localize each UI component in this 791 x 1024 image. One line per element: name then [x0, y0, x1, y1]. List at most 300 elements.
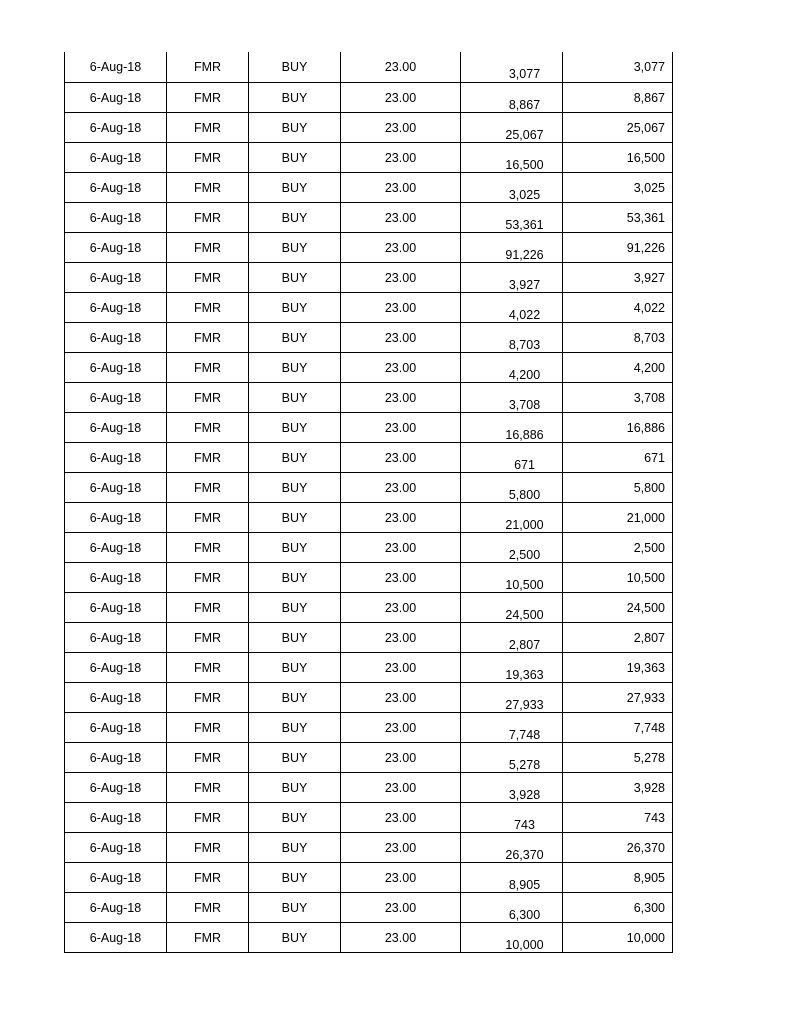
- total-cell: [563, 202, 673, 232]
- side-cell-text: BUY: [281, 390, 308, 405]
- side-cell-text: BUY: [281, 270, 308, 285]
- date-cell-text: 6-Aug-18: [89, 840, 142, 855]
- side-cell: [249, 292, 341, 322]
- date-cell: [65, 502, 167, 532]
- price-cell-text: 23.00: [384, 240, 417, 255]
- price-cell: [341, 832, 461, 862]
- total-cell-text: 91,226: [626, 240, 665, 255]
- party-cell: [167, 892, 249, 922]
- date-cell-text: 6-Aug-18: [89, 780, 142, 795]
- date-cell: [65, 472, 167, 502]
- date-cell: [65, 442, 167, 472]
- side-cell: [249, 442, 341, 472]
- total-cell-text: 53,361: [626, 210, 665, 225]
- table-row: [65, 262, 673, 292]
- date-cell: [65, 862, 167, 892]
- table-row: [65, 82, 673, 112]
- side-cell-text: BUY: [281, 570, 308, 585]
- date-cell-text: 6-Aug-18: [89, 630, 142, 645]
- date-cell-text: 6-Aug-18: [89, 300, 142, 315]
- party-cell-text: FMR: [193, 810, 222, 825]
- side-cell-text: BUY: [281, 780, 308, 795]
- total-cell-text: 743: [644, 810, 665, 825]
- price-cell-text: 23.00: [384, 420, 417, 435]
- side-cell-text: BUY: [281, 510, 308, 525]
- side-cell: [249, 202, 341, 232]
- quantity-cell: [461, 322, 563, 352]
- date-cell-text: 6-Aug-18: [89, 720, 142, 735]
- total-cell: [563, 622, 673, 652]
- total-cell-text: 27,933: [626, 690, 665, 705]
- date-cell: [65, 172, 167, 202]
- side-cell-text: BUY: [281, 600, 308, 615]
- side-cell-text: BUY: [281, 330, 308, 345]
- price-cell: [341, 652, 461, 682]
- party-cell: [167, 322, 249, 352]
- total-cell: [563, 532, 673, 562]
- party-cell: [167, 442, 249, 472]
- party-cell-text: FMR: [193, 240, 222, 255]
- total-cell: [563, 142, 673, 172]
- party-cell: [167, 52, 249, 82]
- quantity-cell: [461, 232, 563, 262]
- party-cell: [167, 832, 249, 862]
- total-cell-text: 24,500: [626, 600, 665, 615]
- date-cell-text: 6-Aug-18: [89, 60, 142, 74]
- side-cell-text: BUY: [281, 300, 308, 315]
- party-cell-text: FMR: [193, 330, 222, 345]
- party-cell-text: FMR: [193, 120, 222, 135]
- date-cell-text: 6-Aug-18: [89, 270, 142, 285]
- date-cell-text: 6-Aug-18: [89, 420, 142, 435]
- price-cell: [341, 52, 461, 82]
- side-cell: [249, 232, 341, 262]
- quantity-cell: [461, 652, 563, 682]
- date-cell: [65, 232, 167, 262]
- party-cell: [167, 112, 249, 142]
- total-cell: [563, 112, 673, 142]
- quantity-cell-text: 25,067: [505, 127, 544, 142]
- price-cell: [341, 142, 461, 172]
- date-cell: [65, 262, 167, 292]
- side-cell: [249, 622, 341, 652]
- table-row: [65, 172, 673, 202]
- total-cell-text: 3,927: [633, 270, 665, 285]
- date-cell: [65, 412, 167, 442]
- side-cell-text: BUY: [281, 210, 308, 225]
- quantity-cell: [461, 862, 563, 892]
- party-cell-text: FMR: [193, 540, 222, 555]
- total-cell-text: 671: [644, 450, 665, 465]
- quantity-cell-text: 7,748: [508, 727, 541, 742]
- price-cell: [341, 82, 461, 112]
- price-cell: [341, 922, 461, 952]
- table-row: [65, 532, 673, 562]
- price-cell-text: 23.00: [384, 390, 417, 405]
- party-cell-text: FMR: [193, 150, 222, 165]
- quantity-cell-text: 19,363: [505, 667, 544, 682]
- date-cell: [65, 142, 167, 172]
- date-cell: [65, 892, 167, 922]
- side-cell-text: BUY: [281, 540, 308, 555]
- party-cell: [167, 382, 249, 412]
- quantity-cell-text: 27,933: [505, 697, 544, 712]
- party-cell-text: FMR: [193, 660, 222, 675]
- date-cell: [65, 82, 167, 112]
- quantity-cell: [461, 142, 563, 172]
- table-row: [65, 892, 673, 922]
- side-cell: [249, 382, 341, 412]
- price-cell: [341, 772, 461, 802]
- side-cell: [249, 352, 341, 382]
- quantity-cell-text: 91,226: [505, 247, 544, 262]
- quantity-cell-text: 3,928: [508, 787, 541, 802]
- side-cell: [249, 502, 341, 532]
- table-row: [65, 742, 673, 772]
- party-cell: [167, 682, 249, 712]
- date-cell-text: 6-Aug-18: [89, 750, 142, 765]
- quantity-cell: [461, 562, 563, 592]
- price-cell-text: 23.00: [384, 720, 417, 735]
- total-cell: [563, 802, 673, 832]
- side-cell: [249, 862, 341, 892]
- side-cell-text: BUY: [281, 150, 308, 165]
- side-cell: [249, 412, 341, 442]
- price-cell-text: 23.00: [384, 540, 417, 555]
- quantity-cell-text: 5,278: [508, 757, 541, 772]
- price-cell: [341, 592, 461, 622]
- total-cell-text: 3,077: [633, 60, 665, 74]
- party-cell-text: FMR: [193, 600, 222, 615]
- side-cell-text: BUY: [281, 930, 308, 945]
- date-cell-text: 6-Aug-18: [89, 480, 142, 495]
- date-cell-text: 6-Aug-18: [89, 900, 142, 915]
- total-cell: [563, 862, 673, 892]
- table-row: [65, 142, 673, 172]
- date-cell: [65, 322, 167, 352]
- quantity-cell: [461, 832, 563, 862]
- total-cell-text: 3,025: [633, 180, 665, 195]
- total-cell-text: 25,067: [626, 120, 665, 135]
- price-cell: [341, 232, 461, 262]
- total-cell-text: 7,748: [633, 720, 665, 735]
- date-cell-text: 6-Aug-18: [89, 930, 142, 945]
- date-cell: [65, 382, 167, 412]
- quantity-cell: [461, 712, 563, 742]
- table-row: [65, 412, 673, 442]
- party-cell-text: FMR: [193, 270, 222, 285]
- quantity-cell-text: 26,370: [505, 847, 544, 862]
- table-row: [65, 802, 673, 832]
- party-cell: [167, 142, 249, 172]
- total-cell-text: 2,500: [633, 540, 665, 555]
- side-cell: [249, 472, 341, 502]
- price-cell-text: 23.00: [384, 900, 417, 915]
- table-row: [65, 862, 673, 892]
- table-row: [65, 712, 673, 742]
- quantity-cell: [461, 802, 563, 832]
- total-cell: [563, 352, 673, 382]
- party-cell-text: FMR: [193, 300, 222, 315]
- date-cell: [65, 622, 167, 652]
- price-cell: [341, 742, 461, 772]
- quantity-cell-text: 16,886: [505, 427, 544, 442]
- party-cell: [167, 652, 249, 682]
- table-row: [65, 382, 673, 412]
- quantity-cell: [461, 472, 563, 502]
- price-cell: [341, 622, 461, 652]
- quantity-cell: [461, 412, 563, 442]
- table-row: [65, 652, 673, 682]
- party-cell: [167, 532, 249, 562]
- date-cell: [65, 562, 167, 592]
- side-cell-text: BUY: [281, 810, 308, 825]
- party-cell: [167, 712, 249, 742]
- date-cell: [65, 112, 167, 142]
- quantity-cell: [461, 502, 563, 532]
- party-cell-text: FMR: [193, 420, 222, 435]
- side-cell: [249, 322, 341, 352]
- total-cell: [563, 832, 673, 862]
- party-cell: [167, 202, 249, 232]
- total-cell-text: 16,500: [626, 150, 665, 165]
- total-cell: [563, 772, 673, 802]
- quantity-cell: [461, 892, 563, 922]
- total-cell-text: 5,800: [633, 480, 665, 495]
- quantity-cell: [461, 772, 563, 802]
- quantity-cell-text: 4,022: [508, 307, 541, 322]
- total-cell: [563, 502, 673, 532]
- total-cell: [563, 652, 673, 682]
- side-cell: [249, 772, 341, 802]
- table-row: [65, 682, 673, 712]
- total-cell-text: 21,000: [626, 510, 665, 525]
- party-cell-text: FMR: [193, 570, 222, 585]
- total-cell-text: 3,928: [633, 780, 665, 795]
- quantity-cell: [461, 622, 563, 652]
- party-cell: [167, 232, 249, 262]
- side-cell: [249, 892, 341, 922]
- side-cell-text: BUY: [281, 750, 308, 765]
- side-cell: [249, 592, 341, 622]
- price-cell: [341, 802, 461, 832]
- quantity-cell-text: 53,361: [505, 217, 544, 232]
- price-cell: [341, 172, 461, 202]
- date-cell: [65, 592, 167, 622]
- quantity-cell: [461, 922, 563, 952]
- party-cell: [167, 562, 249, 592]
- side-cell: [249, 532, 341, 562]
- date-cell: [65, 832, 167, 862]
- date-cell-text: 6-Aug-18: [89, 240, 142, 255]
- party-cell: [167, 502, 249, 532]
- quantity-cell-text: 3,927: [508, 277, 541, 292]
- total-cell-text: 4,200: [633, 360, 665, 375]
- quantity-cell: [461, 742, 563, 772]
- price-cell-text: 23.00: [384, 480, 417, 495]
- price-cell-text: 23.00: [384, 180, 417, 195]
- quantity-cell-text: 4,200: [508, 367, 541, 382]
- total-cell-text: 26,370: [626, 840, 665, 855]
- side-cell-text: BUY: [281, 870, 308, 885]
- price-cell: [341, 862, 461, 892]
- price-cell-text: 23.00: [384, 450, 417, 465]
- quantity-cell-text: 743: [514, 817, 535, 832]
- price-cell-text: 23.00: [384, 930, 417, 945]
- side-cell-text: BUY: [281, 660, 308, 675]
- price-cell: [341, 202, 461, 232]
- date-cell-text: 6-Aug-18: [89, 570, 142, 585]
- total-cell-text: 5,278: [633, 750, 665, 765]
- quantity-cell: [461, 202, 563, 232]
- total-cell: [563, 322, 673, 352]
- party-cell-text: FMR: [193, 750, 222, 765]
- total-cell-text: 3,708: [633, 390, 665, 405]
- party-cell-text: FMR: [193, 360, 222, 375]
- quantity-cell: [461, 532, 563, 562]
- price-cell-text: 23.00: [384, 510, 417, 525]
- price-cell-text: 23.00: [384, 780, 417, 795]
- price-cell-text: 23.00: [384, 630, 417, 645]
- side-cell-text: BUY: [281, 480, 308, 495]
- party-cell-text: FMR: [193, 210, 222, 225]
- quantity-cell-text: 8,703: [508, 337, 541, 352]
- price-cell: [341, 292, 461, 322]
- side-cell-text: BUY: [281, 360, 308, 375]
- total-cell-text: 6,300: [633, 900, 665, 915]
- quantity-cell-text: 3,708: [508, 397, 541, 412]
- table-row: [65, 562, 673, 592]
- total-cell: [563, 682, 673, 712]
- quantity-cell: [461, 112, 563, 142]
- party-cell: [167, 862, 249, 892]
- total-cell: [563, 262, 673, 292]
- quantity-cell-text: 8,867: [508, 97, 541, 112]
- quantity-cell: [461, 52, 563, 82]
- date-cell-text: 6-Aug-18: [89, 390, 142, 405]
- side-cell: [249, 802, 341, 832]
- quantity-cell: [461, 592, 563, 622]
- date-cell-text: 6-Aug-18: [89, 870, 142, 885]
- date-cell-text: 6-Aug-18: [89, 150, 142, 165]
- quantity-cell-text: 2,500: [508, 547, 541, 562]
- date-cell: [65, 742, 167, 772]
- table-row: [65, 922, 673, 952]
- quantity-cell: [461, 292, 563, 322]
- price-cell-text: 23.00: [384, 870, 417, 885]
- side-cell: [249, 652, 341, 682]
- table-row: [65, 202, 673, 232]
- side-cell: [249, 82, 341, 112]
- total-cell: [563, 592, 673, 622]
- table-row: [65, 112, 673, 142]
- quantity-cell: [461, 82, 563, 112]
- price-cell: [341, 412, 461, 442]
- party-cell: [167, 82, 249, 112]
- price-cell-text: 23.00: [384, 840, 417, 855]
- party-cell-text: FMR: [193, 930, 222, 945]
- party-cell-text: FMR: [193, 180, 222, 195]
- total-cell: [563, 292, 673, 322]
- price-cell-text: 23.00: [384, 300, 417, 315]
- side-cell: [249, 112, 341, 142]
- date-cell-text: 6-Aug-18: [89, 330, 142, 345]
- date-cell: [65, 922, 167, 952]
- date-cell-text: 6-Aug-18: [89, 600, 142, 615]
- side-cell-text: BUY: [281, 840, 308, 855]
- table-row: [65, 832, 673, 862]
- party-cell: [167, 772, 249, 802]
- date-cell: [65, 802, 167, 832]
- price-cell-text: 23.00: [384, 690, 417, 705]
- price-cell: [341, 442, 461, 472]
- party-cell: [167, 172, 249, 202]
- trades-table: [64, 52, 673, 953]
- side-cell: [249, 562, 341, 592]
- date-cell-text: 6-Aug-18: [89, 510, 142, 525]
- total-cell: [563, 172, 673, 202]
- side-cell: [249, 832, 341, 862]
- date-cell-text: 6-Aug-18: [89, 810, 142, 825]
- price-cell-text: 23.00: [384, 660, 417, 675]
- party-cell: [167, 412, 249, 442]
- quantity-cell-text: 24,500: [505, 607, 544, 622]
- date-cell: [65, 772, 167, 802]
- side-cell: [249, 262, 341, 292]
- price-cell: [341, 892, 461, 922]
- party-cell-text: FMR: [193, 720, 222, 735]
- party-cell-text: FMR: [193, 840, 222, 855]
- party-cell: [167, 802, 249, 832]
- quantity-cell: [461, 682, 563, 712]
- total-cell: [563, 382, 673, 412]
- table-row: [65, 442, 673, 472]
- price-cell: [341, 352, 461, 382]
- price-cell-text: 23.00: [384, 120, 417, 135]
- date-cell: [65, 712, 167, 742]
- total-cell-text: 19,363: [626, 660, 665, 675]
- table-row: [65, 322, 673, 352]
- side-cell: [249, 172, 341, 202]
- date-cell-text: 6-Aug-18: [89, 540, 142, 555]
- total-cell-text: 8,905: [633, 870, 665, 885]
- price-cell-text: 23.00: [384, 600, 417, 615]
- party-cell-text: FMR: [193, 390, 222, 405]
- party-cell-text: FMR: [193, 510, 222, 525]
- quantity-cell: [461, 262, 563, 292]
- table-row: [65, 772, 673, 802]
- price-cell: [341, 322, 461, 352]
- total-cell: [563, 232, 673, 262]
- side-cell-text: BUY: [281, 420, 308, 435]
- side-cell-text: BUY: [281, 900, 308, 915]
- side-cell: [249, 922, 341, 952]
- price-cell: [341, 472, 461, 502]
- side-cell-text: BUY: [281, 90, 308, 105]
- price-cell-text: 23.00: [384, 270, 417, 285]
- table-row: [65, 232, 673, 262]
- quantity-cell-text: 5,800: [508, 487, 541, 502]
- total-cell: [563, 442, 673, 472]
- side-cell-text: BUY: [281, 450, 308, 465]
- total-cell: [563, 82, 673, 112]
- quantity-cell: [461, 352, 563, 382]
- total-cell-text: 16,886: [626, 420, 665, 435]
- party-cell-text: FMR: [193, 870, 222, 885]
- table-row: [65, 592, 673, 622]
- date-cell-text: 6-Aug-18: [89, 360, 142, 375]
- side-cell: [249, 742, 341, 772]
